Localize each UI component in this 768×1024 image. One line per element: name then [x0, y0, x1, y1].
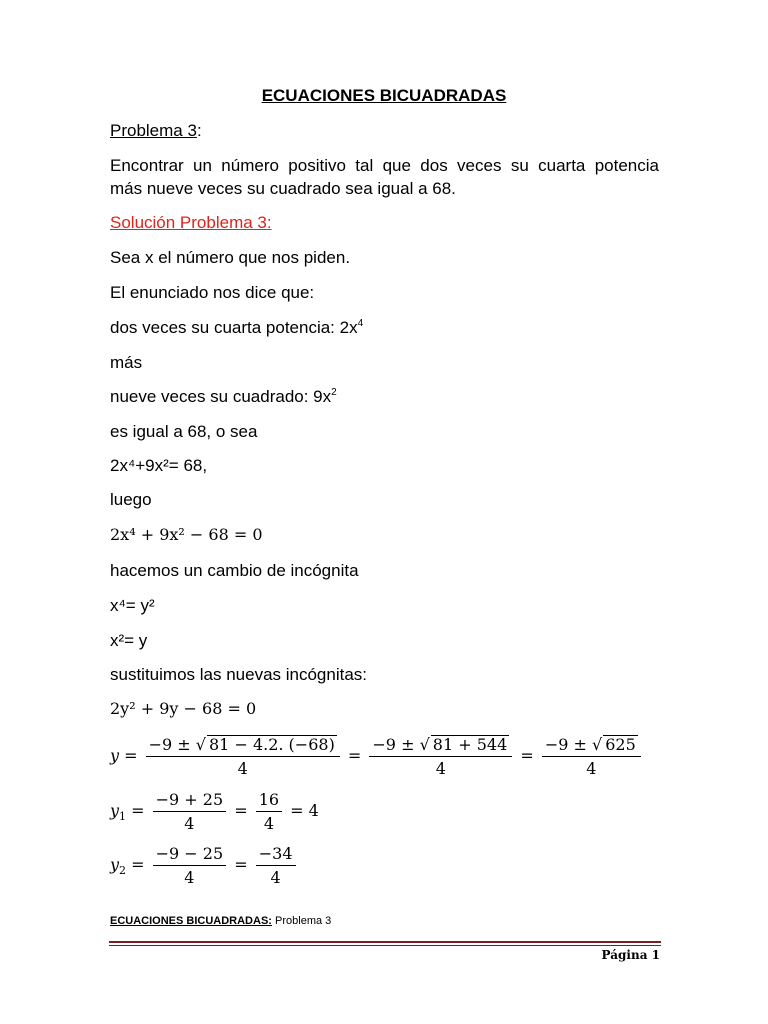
y1-fraction-2-den: 4	[263, 814, 274, 833]
quad-fraction-1-den: 4	[237, 759, 248, 778]
quad-fraction-2-num: −9 ± √ 81 + 544	[369, 735, 512, 757]
quad-fraction-3-num: −9 ± √ 625	[542, 735, 641, 757]
substitution-1: x⁴= y²	[110, 596, 155, 615]
y2-fraction-1-num: −9 − 25	[153, 844, 227, 866]
quad-fraction-1-num: −9 ± √ 81 − 4.2. (−68)	[146, 735, 340, 757]
problem-label-text: Problema 3	[110, 121, 197, 140]
exponent-4: 4	[357, 318, 364, 329]
y1-fraction-2	[256, 790, 282, 833]
var-y2: y	[110, 855, 120, 874]
y2-fraction-2-den: 4	[270, 868, 281, 887]
statement-line-2: más nueve veces su cuadrado sea igual a 68.	[110, 179, 456, 198]
line-cambio: hacemos un cambio de incógnita	[110, 561, 359, 580]
y1-result: 4	[308, 801, 319, 820]
line-nueve-veces	[110, 387, 337, 407]
var-y: y	[110, 746, 120, 765]
equation-main: 2x⁴ + 9x² − 68 = 0	[110, 525, 263, 544]
line-luego: luego	[110, 490, 152, 509]
sub-1: 1	[119, 810, 127, 824]
quad-f3-sign: −9 ±	[544, 735, 592, 754]
y2-fraction-1	[153, 844, 227, 887]
line-sea-x: Sea x el número que nos piden.	[110, 248, 351, 267]
quad-f1-sign: −9 ±	[148, 735, 196, 754]
y1-fraction-2-num: 16	[256, 790, 282, 812]
y2-fraction-2-num: −34	[256, 844, 296, 866]
y2-fraction-2	[256, 844, 296, 887]
page-number: Página 1	[601, 948, 660, 962]
problem-label	[110, 121, 202, 141]
quad-fraction-3-den: 4	[586, 759, 597, 778]
quad-fraction-3	[542, 735, 641, 778]
footer-divider	[109, 941, 661, 943]
solution-heading: Solución Problema 3:	[110, 213, 272, 232]
footer-subtitle: Problema 3	[275, 915, 332, 927]
var-y1: y	[110, 801, 120, 820]
substitution-2: x²= y	[110, 631, 148, 650]
equation-inline: 2x⁴+9x²= 68,	[110, 456, 208, 475]
solution-y1: $y_1$ = $\frac{-9 + 25}{4}$ = $\frac{16}{4}$ = 4	[110, 790, 319, 833]
equation-y: 2y² + 9y − 68 = 0	[110, 699, 257, 718]
line-es-igual: es igual a 68, o sea	[110, 422, 258, 441]
quad-fraction-1	[146, 735, 340, 778]
nueve-veces-text: nueve veces su cuadrado: 9x	[110, 387, 332, 406]
dos-veces-text: dos veces su cuarta potencia: 2x	[110, 318, 358, 337]
y1-fraction-1	[153, 790, 227, 833]
quadratic-formula: y = $\frac{-9 \pm √ 81 - 4.2. (-68)}{4}$ = $\frac{-9 \pm √ 81 + 544}{4}$ = $\frac{-9 \pm √ 625}{4}$	[110, 735, 644, 778]
line-dos-veces	[110, 318, 363, 338]
quad-f1-radicand: 81 − 4.2. (−68)	[209, 735, 335, 754]
line-sustituimos: sustituimos las nuevas incógnitas:	[110, 665, 368, 684]
exponent-2: 2	[331, 387, 337, 398]
footer-divider-thin	[109, 945, 661, 946]
sub-2: 2	[119, 864, 127, 878]
quad-f2-radicand: 81 + 544	[432, 735, 508, 754]
quad-f3-radicand: 625	[605, 735, 636, 754]
y2-fraction-1-den: 4	[184, 868, 195, 887]
document-title: ECUACIONES BICUADRADAS	[261, 86, 507, 105]
line-mas: más	[110, 353, 143, 372]
solution-y2: $y_2$ = $\frac{-9 - 25}{4}$ = $\frac{-34}{4}$	[110, 844, 299, 887]
quad-fraction-2-den: 4	[435, 759, 446, 778]
quad-fraction-2	[369, 735, 512, 778]
y1-fraction-1-den: 4	[184, 814, 195, 833]
problem-label-colon: :	[196, 121, 202, 140]
quad-f2-sign: −9 ±	[372, 735, 420, 754]
footer-title	[110, 915, 331, 927]
footer-title-bold: ECUACIONES BICUADRADAS:	[110, 915, 272, 927]
statement-line-1: Encontrar un número positivo tal que dos veces su cuarta potencia	[110, 156, 659, 175]
y1-fraction-1-num: −9 + 25	[153, 790, 227, 812]
line-enunciado: El enunciado nos dice que:	[110, 283, 315, 302]
